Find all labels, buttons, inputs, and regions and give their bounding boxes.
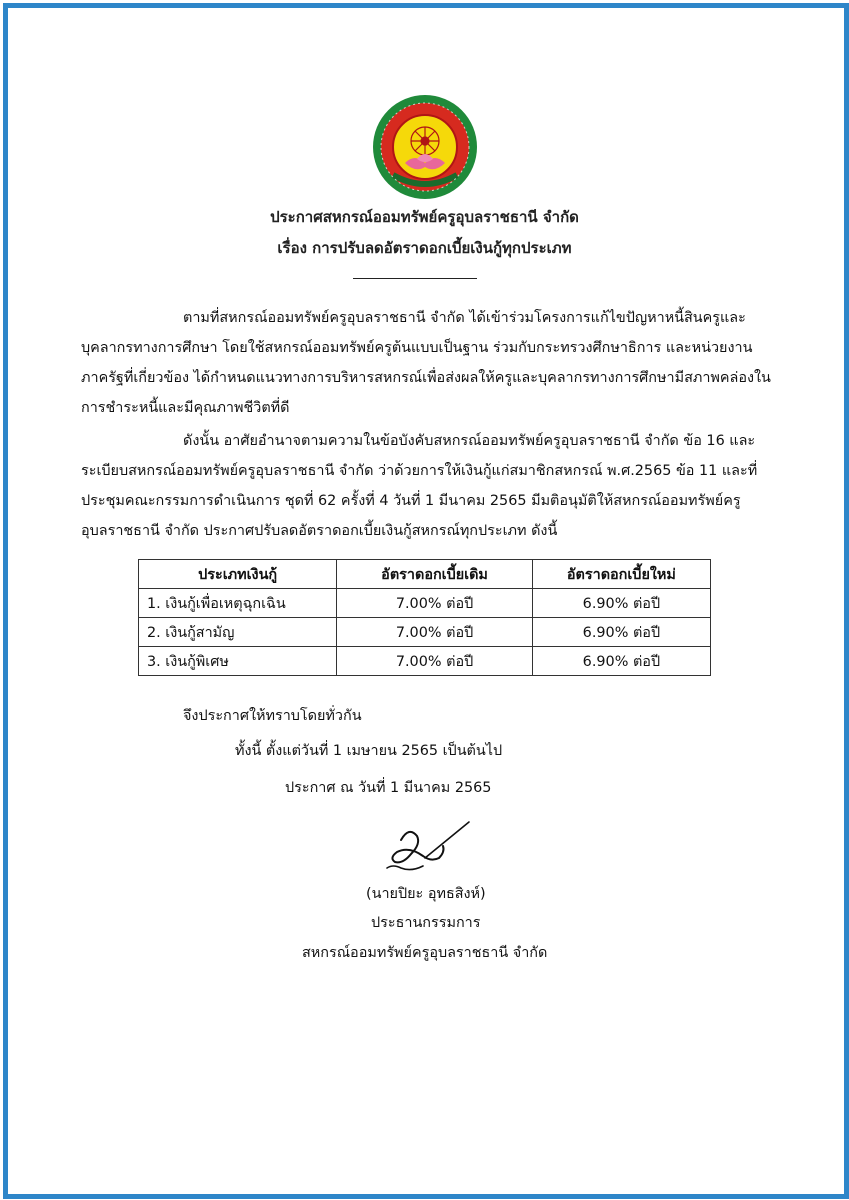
paragraph-line: ประชุมคณะกรรมการดำเนินการ ชุดที่ 62 ครั้งที่ 4 วันที่ 1 มีนาคม 2565 มีมติอนุมัติให้สหกรณ์ออมทรัพย์ครู — [81, 493, 741, 509]
signer-position: ประธานกรรมการ — [371, 915, 481, 931]
announcement-title: ประกาศสหกรณ์ออมทรัพย์ครูอุบลราชธานี จำกัด — [270, 208, 579, 226]
new-rate-cell: 6.90% ต่อปี — [532, 647, 710, 676]
loan-type-cell: 2. เงินกู้สามัญ — [139, 618, 337, 647]
paragraph-resolution — [81, 426, 767, 546]
header-new-rate: อัตราดอกเบี้ยใหม่ — [532, 560, 710, 589]
cooperative-seal-icon — [371, 93, 479, 201]
title-divider — [353, 278, 477, 279]
effective-date-line: ทั้งนี้ ตั้งแต่วันที่ 1 เมษายน 2565 เป็นต้นไป — [235, 743, 503, 759]
announcement-subject: เรื่อง การปรับลดอัตราดอกเบี้ยเงินกู้ทุกประเภท — [277, 239, 572, 257]
paragraph-background — [81, 303, 771, 423]
cooperative-logo — [371, 93, 479, 201]
signature — [383, 818, 473, 876]
paragraph-line: การชำระหนี้และมีคุณภาพชีวิตที่ดี — [81, 400, 290, 416]
loan-type-cell: 1. เงินกู้เพื่อเหตุฉุกเฉิน — [139, 589, 337, 618]
new-rate-cell: 6.90% ต่อปี — [532, 618, 710, 647]
handwritten-signature-icon — [383, 818, 473, 876]
table-row — [139, 618, 711, 647]
paragraph-line: ตามที่สหกรณ์ออมทรัพย์ครูอุบลราชธานี จำกัด ได้เข้าร่วมโครงการแก้ไขปัญหาหนี้สินครูและ — [183, 310, 746, 326]
paragraph-line: บุคลากรทางการศึกษา โดยใช้สหกรณ์ออมทรัพย์ครูต้นแบบเป็นฐาน ร่วมกับกระทรวงศึกษาธิการ และหน่วยงาน — [81, 340, 753, 356]
announce-line: จึงประกาศให้ทราบโดยทั่วกัน — [183, 708, 362, 724]
interest-rate-table — [138, 559, 711, 676]
table-row — [139, 647, 711, 676]
new-rate-cell: 6.90% ต่อปี — [532, 589, 710, 618]
paragraph-line: ภาครัฐที่เกี่ยวข้อง ได้กำหนดแนวทางการบริหารสหกรณ์เพื่อส่งผลให้ครูและบุคลากรทางการศึกษามีสภาพคล่องใน — [81, 370, 771, 386]
header-old-rate: อัตราดอกเบี้ยเดิม — [337, 560, 532, 589]
header-loan-type: ประเภทเงินกู้ — [139, 560, 337, 589]
old-rate-cell: 7.00% ต่อปี — [337, 647, 532, 676]
old-rate-cell: 7.00% ต่อปี — [337, 618, 532, 647]
announcement-date-line: ประกาศ ณ วันที่ 1 มีนาคม 2565 — [285, 780, 492, 796]
paragraph-line: อุบลราชธานี จำกัด ประกาศปรับลดอัตราดอกเบี้ยเงินกู้สหกรณ์ทุกประเภท ดังนี้ — [81, 523, 558, 539]
signer-name: (นายปิยะ อุทธสิงห์) — [366, 886, 486, 902]
table-row — [139, 589, 711, 618]
old-rate-cell: 7.00% ต่อปี — [337, 589, 532, 618]
signer-organization: สหกรณ์ออมทรัพย์ครูอุบลราชธานี จำกัด — [302, 945, 548, 961]
paragraph-line: ดังนั้น อาศัยอำนาจตามความในข้อบังคับสหกรณ์ออมทรัพย์ครูอุบลราชธานี จำกัด ข้อ 16 และ — [183, 433, 756, 449]
paragraph-line: ระเบียบสหกรณ์ออมทรัพย์ครูอุบลราชธานี จำกัด ว่าด้วยการให้เงินกู้แก่สมาชิกสหกรณ์ พ.ศ.2565 ข้อ 11 และที่ — [81, 463, 758, 479]
table-header-row — [139, 560, 711, 589]
loan-type-cell: 3. เงินกู้พิเศษ — [139, 647, 337, 676]
